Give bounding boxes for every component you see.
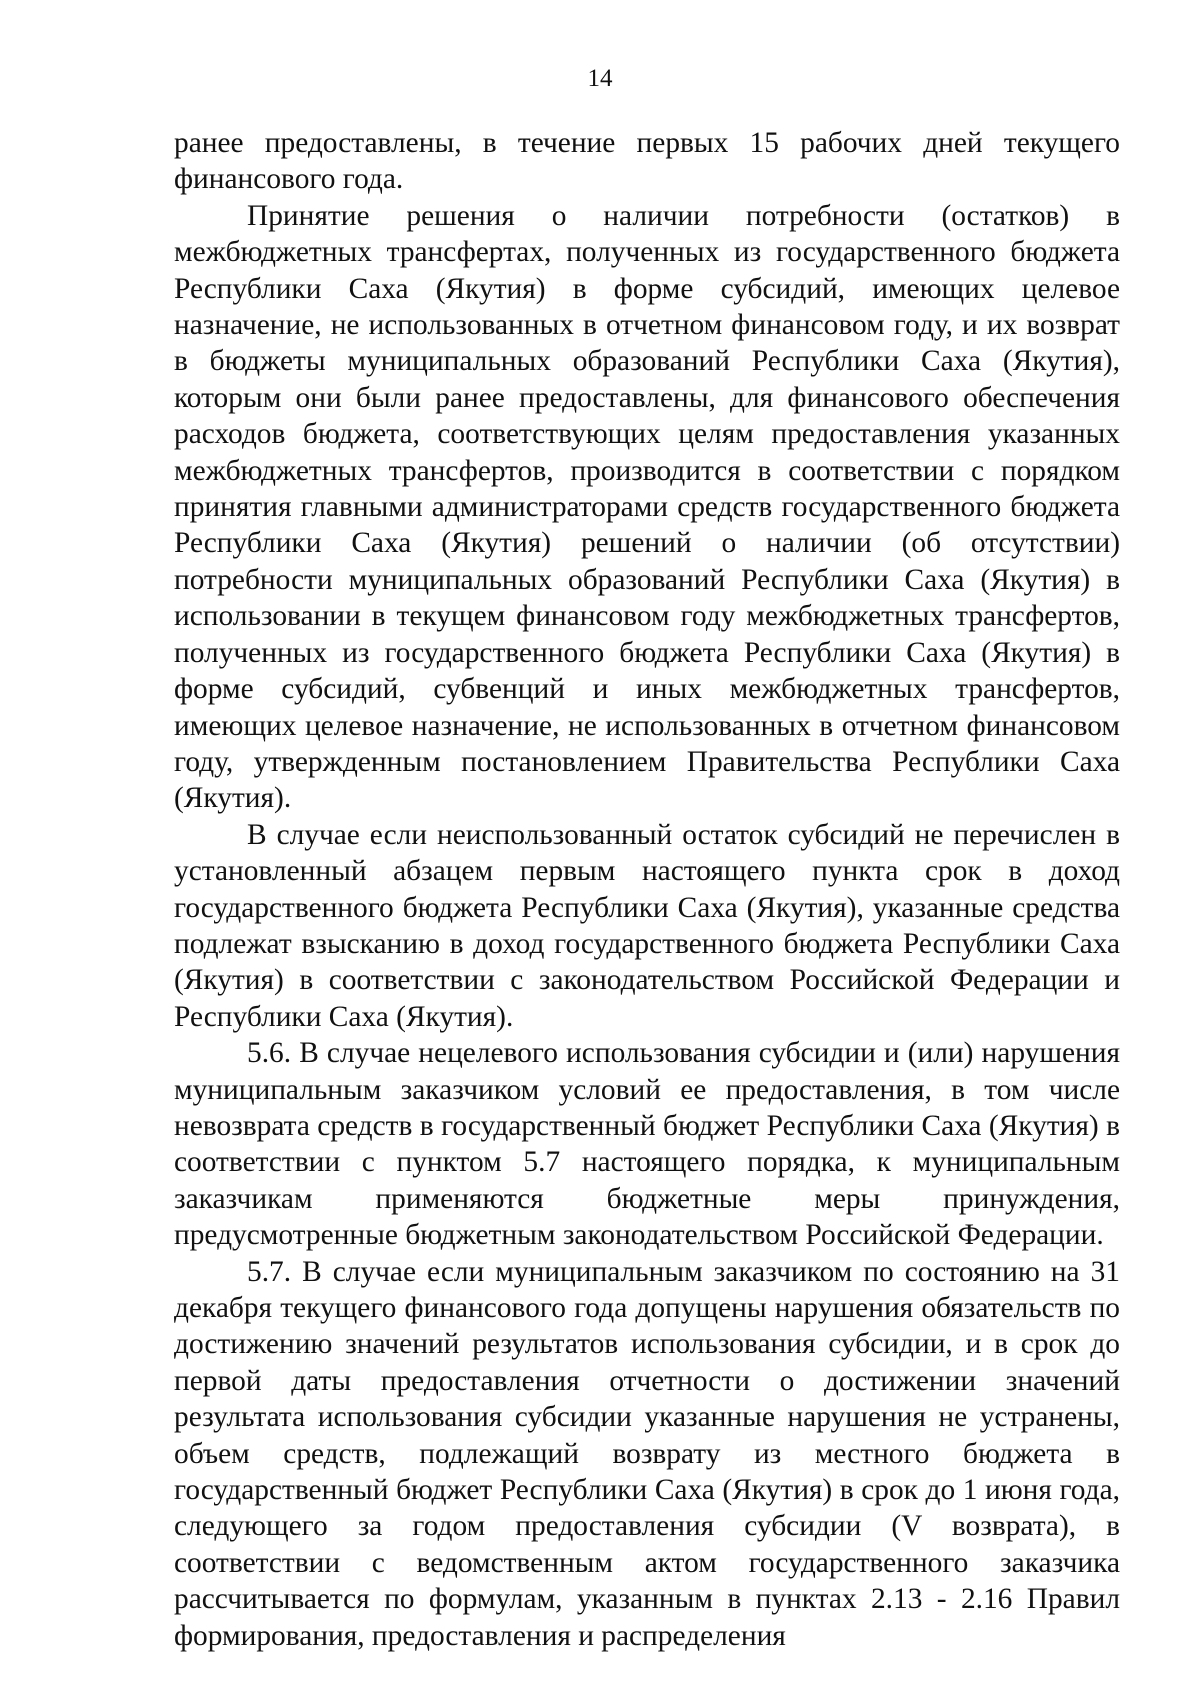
paragraph-decision: Принятие решения о наличии потребности (остатков) в межбюджетных трансфертах, полученных из государственного бюджета Республики Саха (Якутия) в форме субсидий, имеющих целевое назначение, не использованных в отчетном финансовом году, и их возврат в бюджеты муниципальных образований Республики Саха (Якутия), которым они были ранее предоставлены, для финансового обеспечения расходов бюджета, соответствующих целям предоставления указанных межбюджетных трансфертов, производится в соответствии с порядком принятия главными администраторами средств государственного бюджета Республики Саха (Якутия) решений о наличии (об отсутствии) потребности муниципальных образований Республики Саха (Якутия) в использовании в текущем финансовом году межбюджетных трансфертов, полученных из государственного бюджета Республики Саха (Якутия) в форме субсидий, субвенций и иных межбюджетных трансфертов, имеющих целевое назначение, не использованных в отчетном финансовом году, утвержденным постановлением Правительства Республики Саха (Якутия). — [174, 199, 1120, 815]
paragraph-5-6: 5.6. В случае нецелевого использования субсидии и (или) нарушения муниципальным заказчиком условий ее предоставления, в том числе невозврата средств в государственный бюджет Республики Саха (Якутия) в соответствии с пунктом 5.7 настоящего порядка, к муниципальным заказчикам применяются бюджетные меры принуждения, предусмотренные бюджетным законодательством Российской Федерации. — [174, 1037, 1120, 1252]
paragraph-5-7: 5.7. В случае если муниципальным заказчиком по состоянию на 31 декабря текущего финансового года допущены нарушения обязательств по достижению значений результатов использования субсидии, и в срок до первой даты предоставления отчетности о достижении значений результата использования субсидии указанные нарушения не устранены, объем средств, подлежащий возврату из местного бюджета в государственный бюджет Республики Саха (Якутия) в срок до 1 июня года, следующего за годом предоставления субсидии (V возврата), в соответствии с ведомственным актом государственного заказчика рассчитывается по формулам, указанным в пунктах 2.13 - 2.16 Правил формирования, предоставления и распределения — [174, 1255, 1120, 1652]
page-number: 14 — [587, 65, 613, 92]
document-body — [174, 125, 1120, 1654]
paragraph-unused-balance: В случае если неиспользованный остаток субсидий не перечислен в установленный абзацем первым настоящего пункта срок в доход государственного бюджета Республики Саха (Якутия), указанные средства подлежат взысканию в доход государственного бюджета Республики Саха (Якутия) в соответствии с законодательством Российской Федерации и Республики Саха (Якутия). — [174, 818, 1120, 1033]
paragraph-continuation: ранее предоставлены, в течение первых 15 рабочих дней текущего финансового года. — [174, 127, 1120, 196]
